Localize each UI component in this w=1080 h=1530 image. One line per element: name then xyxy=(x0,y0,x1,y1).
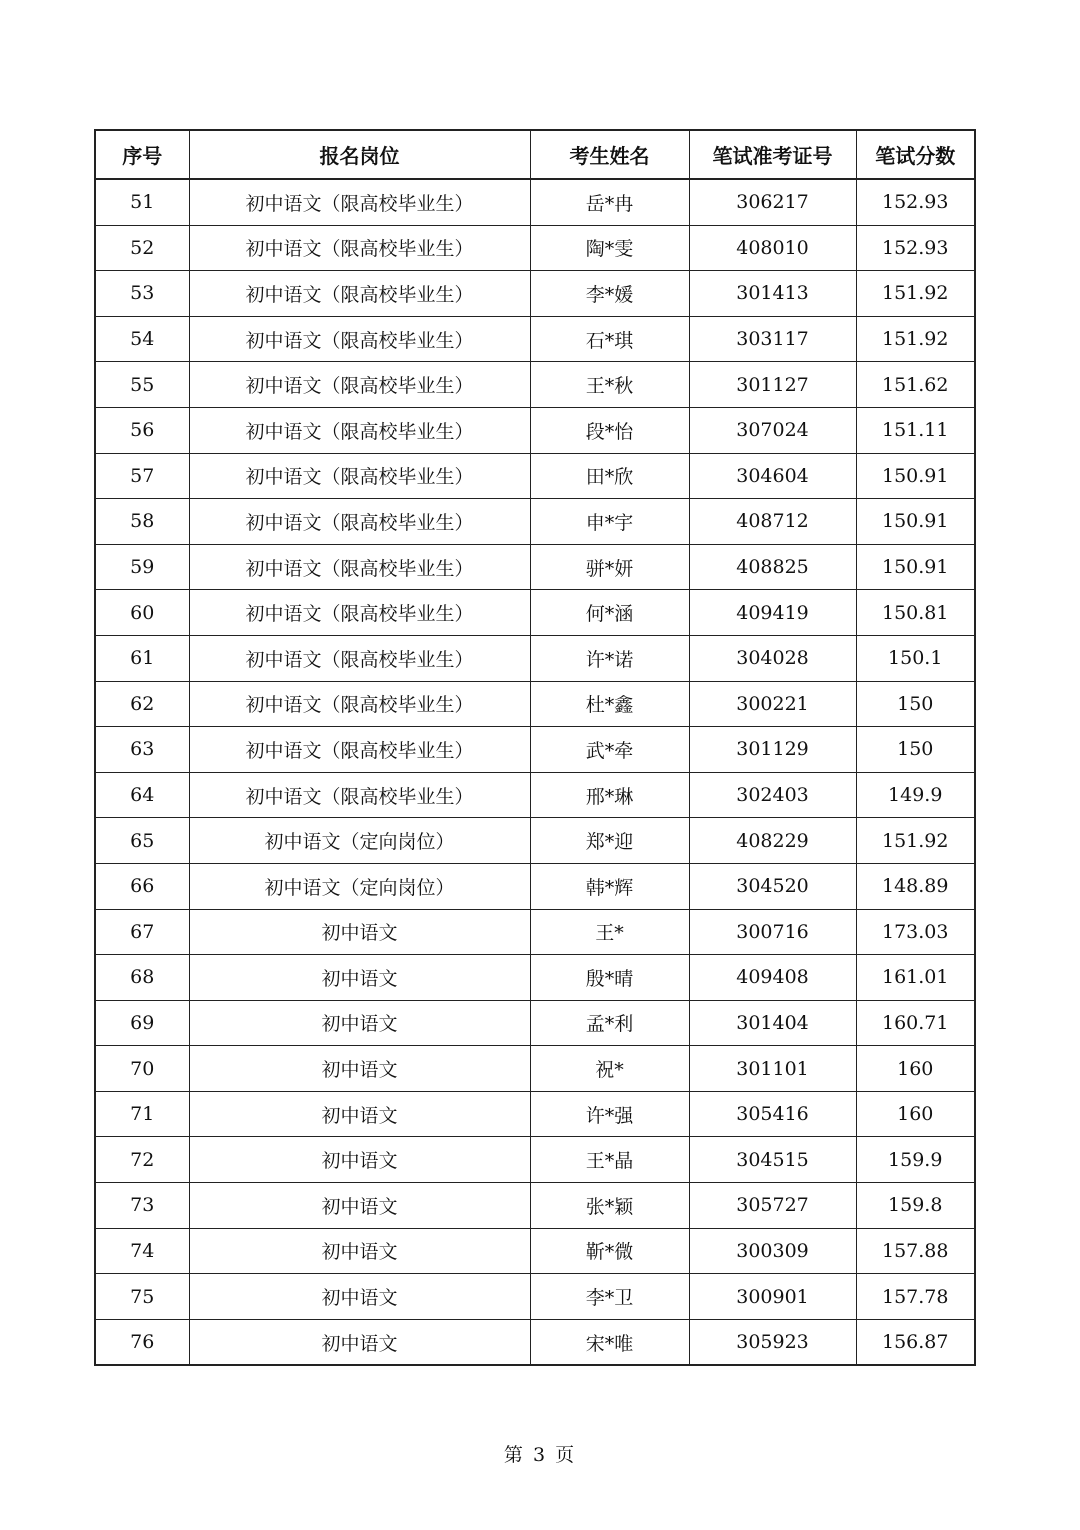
cell-score: 173.03 xyxy=(856,909,975,955)
cell-post: 初中语文（限高校毕业生） xyxy=(189,727,530,773)
cell-seq: 72 xyxy=(95,1137,189,1183)
cell-name: 骈*妍 xyxy=(530,544,689,590)
cell-name: 许*诺 xyxy=(530,635,689,681)
cell-exam-id: 305727 xyxy=(689,1183,856,1229)
cell-post: 初中语文（定向岗位） xyxy=(189,863,530,909)
cell-exam-id: 301127 xyxy=(689,362,856,408)
cell-post: 初中语文 xyxy=(189,909,530,955)
cell-name: 何*涵 xyxy=(530,590,689,636)
cell-score: 151.92 xyxy=(856,818,975,864)
cell-post: 初中语文（限高校毕业生） xyxy=(189,681,530,727)
cell-score: 160 xyxy=(856,1091,975,1137)
header-name: 考生姓名 xyxy=(530,130,689,179)
cell-name: 陶*雯 xyxy=(530,225,689,271)
header-seq: 序号 xyxy=(95,130,189,179)
cell-exam-id: 301404 xyxy=(689,1000,856,1046)
cell-post: 初中语文 xyxy=(189,1228,530,1274)
cell-score: 151.11 xyxy=(856,407,975,453)
table-row xyxy=(95,863,975,909)
cell-score: 159.8 xyxy=(856,1183,975,1229)
cell-exam-id: 300901 xyxy=(689,1274,856,1320)
cell-post: 初中语文（限高校毕业生） xyxy=(189,316,530,362)
cell-seq: 63 xyxy=(95,727,189,773)
table-row xyxy=(95,225,975,271)
cell-post: 初中语文（限高校毕业生） xyxy=(189,544,530,590)
cell-post: 初中语文（限高校毕业生） xyxy=(189,499,530,545)
cell-score: 152.93 xyxy=(856,225,975,271)
cell-name: 孟*利 xyxy=(530,1000,689,1046)
cell-exam-id: 304028 xyxy=(689,635,856,681)
cell-score: 150.91 xyxy=(856,499,975,545)
table-row xyxy=(95,316,975,362)
table-row xyxy=(95,681,975,727)
cell-post: 初中语文（限高校毕业生） xyxy=(189,590,530,636)
table-row xyxy=(95,499,975,545)
table-row xyxy=(95,635,975,681)
cell-score: 150.1 xyxy=(856,635,975,681)
cell-exam-id: 300221 xyxy=(689,681,856,727)
cell-name: 靳*微 xyxy=(530,1228,689,1274)
table-row xyxy=(95,544,975,590)
cell-seq: 76 xyxy=(95,1319,189,1365)
cell-exam-id: 304515 xyxy=(689,1137,856,1183)
table-row xyxy=(95,1228,975,1274)
cell-seq: 69 xyxy=(95,1000,189,1046)
cell-name: 申*宇 xyxy=(530,499,689,545)
cell-post: 初中语文（限高校毕业生） xyxy=(189,225,530,271)
cell-score: 150.81 xyxy=(856,590,975,636)
table-row xyxy=(95,271,975,317)
cell-seq: 51 xyxy=(95,179,189,225)
cell-seq: 52 xyxy=(95,225,189,271)
cell-seq: 66 xyxy=(95,863,189,909)
cell-score: 150 xyxy=(856,681,975,727)
table-body xyxy=(95,179,975,1365)
cell-score: 152.93 xyxy=(856,179,975,225)
cell-name: 武*牵 xyxy=(530,727,689,773)
cell-exam-id: 307024 xyxy=(689,407,856,453)
cell-score: 148.89 xyxy=(856,863,975,909)
table-row xyxy=(95,362,975,408)
cell-seq: 57 xyxy=(95,453,189,499)
cell-name: 宋*唯 xyxy=(530,1319,689,1365)
cell-name: 杜*鑫 xyxy=(530,681,689,727)
cell-seq: 61 xyxy=(95,635,189,681)
table-row xyxy=(95,1000,975,1046)
cell-seq: 56 xyxy=(95,407,189,453)
cell-seq: 53 xyxy=(95,271,189,317)
cell-name: 许*强 xyxy=(530,1091,689,1137)
cell-name: 邢*琳 xyxy=(530,772,689,818)
table-row xyxy=(95,772,975,818)
cell-name: 岳*冉 xyxy=(530,179,689,225)
cell-score: 149.9 xyxy=(856,772,975,818)
cell-exam-id: 305923 xyxy=(689,1319,856,1365)
cell-post: 初中语文 xyxy=(189,1274,530,1320)
cell-post: 初中语文 xyxy=(189,1137,530,1183)
cell-seq: 73 xyxy=(95,1183,189,1229)
cell-name: 王* xyxy=(530,909,689,955)
cell-seq: 71 xyxy=(95,1091,189,1137)
cell-post: 初中语文 xyxy=(189,1319,530,1365)
table-row xyxy=(95,590,975,636)
cell-post: 初中语文（限高校毕业生） xyxy=(189,772,530,818)
cell-score: 157.78 xyxy=(856,1274,975,1320)
cell-seq: 62 xyxy=(95,681,189,727)
cell-seq: 64 xyxy=(95,772,189,818)
cell-score: 151.92 xyxy=(856,316,975,362)
cell-score: 156.87 xyxy=(856,1319,975,1365)
cell-exam-id: 409419 xyxy=(689,590,856,636)
cell-score: 151.92 xyxy=(856,271,975,317)
cell-exam-id: 408712 xyxy=(689,499,856,545)
cell-name: 殷*晴 xyxy=(530,955,689,1001)
cell-score: 150.91 xyxy=(856,544,975,590)
table-row xyxy=(95,407,975,453)
cell-post: 初中语文 xyxy=(189,955,530,1001)
cell-seq: 68 xyxy=(95,955,189,1001)
cell-post: 初中语文（限高校毕业生） xyxy=(189,453,530,499)
cell-post: 初中语文（限高校毕业生） xyxy=(189,635,530,681)
cell-exam-id: 408010 xyxy=(689,225,856,271)
cell-score: 150 xyxy=(856,727,975,773)
cell-seq: 67 xyxy=(95,909,189,955)
cell-seq: 74 xyxy=(95,1228,189,1274)
cell-post: 初中语文（限高校毕业生） xyxy=(189,179,530,225)
cell-exam-id: 300309 xyxy=(689,1228,856,1274)
cell-name: 李*媛 xyxy=(530,271,689,317)
cell-post: 初中语文（限高校毕业生） xyxy=(189,271,530,317)
page-number: 第 3 页 xyxy=(503,1444,577,1466)
table-row xyxy=(95,1091,975,1137)
cell-post: 初中语文（限高校毕业生） xyxy=(189,362,530,408)
table-row xyxy=(95,1274,975,1320)
cell-score: 150.91 xyxy=(856,453,975,499)
cell-post: 初中语文（限高校毕业生） xyxy=(189,407,530,453)
cell-score: 160 xyxy=(856,1046,975,1092)
exam-score-table xyxy=(94,129,976,1366)
cell-score: 151.62 xyxy=(856,362,975,408)
cell-exam-id: 301413 xyxy=(689,271,856,317)
cell-seq: 70 xyxy=(95,1046,189,1092)
cell-post: 初中语文 xyxy=(189,1046,530,1092)
table-row xyxy=(95,1046,975,1092)
table-row xyxy=(95,727,975,773)
cell-post: 初中语文（定向岗位） xyxy=(189,818,530,864)
cell-name: 田*欣 xyxy=(530,453,689,499)
cell-exam-id: 408825 xyxy=(689,544,856,590)
cell-exam-id: 409408 xyxy=(689,955,856,1001)
cell-seq: 60 xyxy=(95,590,189,636)
cell-name: 郑*迎 xyxy=(530,818,689,864)
table-row xyxy=(95,179,975,225)
cell-score: 157.88 xyxy=(856,1228,975,1274)
header-exam-id: 笔试准考证号 xyxy=(689,130,856,179)
cell-seq: 54 xyxy=(95,316,189,362)
table-row xyxy=(95,1183,975,1229)
cell-seq: 59 xyxy=(95,544,189,590)
cell-seq: 65 xyxy=(95,818,189,864)
cell-exam-id: 304520 xyxy=(689,863,856,909)
cell-exam-id: 300716 xyxy=(689,909,856,955)
cell-name: 李*卫 xyxy=(530,1274,689,1320)
cell-exam-id: 303117 xyxy=(689,316,856,362)
cell-seq: 58 xyxy=(95,499,189,545)
header-post: 报名岗位 xyxy=(189,130,530,179)
cell-score: 159.9 xyxy=(856,1137,975,1183)
table-row xyxy=(95,909,975,955)
cell-exam-id: 301101 xyxy=(689,1046,856,1092)
cell-name: 祝* xyxy=(530,1046,689,1092)
cell-name: 石*琪 xyxy=(530,316,689,362)
table-row xyxy=(95,955,975,1001)
cell-exam-id: 301129 xyxy=(689,727,856,773)
cell-exam-id: 304604 xyxy=(689,453,856,499)
cell-seq: 55 xyxy=(95,362,189,408)
table-header-row xyxy=(95,130,975,179)
cell-post: 初中语文 xyxy=(189,1183,530,1229)
cell-name: 韩*辉 xyxy=(530,863,689,909)
cell-post: 初中语文 xyxy=(189,1000,530,1046)
cell-name: 王*秋 xyxy=(530,362,689,408)
cell-name: 段*怡 xyxy=(530,407,689,453)
table-row xyxy=(95,1319,975,1365)
header-score: 笔试分数 xyxy=(856,130,975,179)
cell-name: 张*颖 xyxy=(530,1183,689,1229)
cell-name: 王*晶 xyxy=(530,1137,689,1183)
cell-exam-id: 302403 xyxy=(689,772,856,818)
cell-post: 初中语文 xyxy=(189,1091,530,1137)
cell-score: 161.01 xyxy=(856,955,975,1001)
cell-seq: 75 xyxy=(95,1274,189,1320)
cell-score: 160.71 xyxy=(856,1000,975,1046)
cell-exam-id: 305416 xyxy=(689,1091,856,1137)
cell-exam-id: 306217 xyxy=(689,179,856,225)
table-row xyxy=(95,453,975,499)
cell-exam-id: 408229 xyxy=(689,818,856,864)
table-row xyxy=(95,1137,975,1183)
table-row xyxy=(95,818,975,864)
